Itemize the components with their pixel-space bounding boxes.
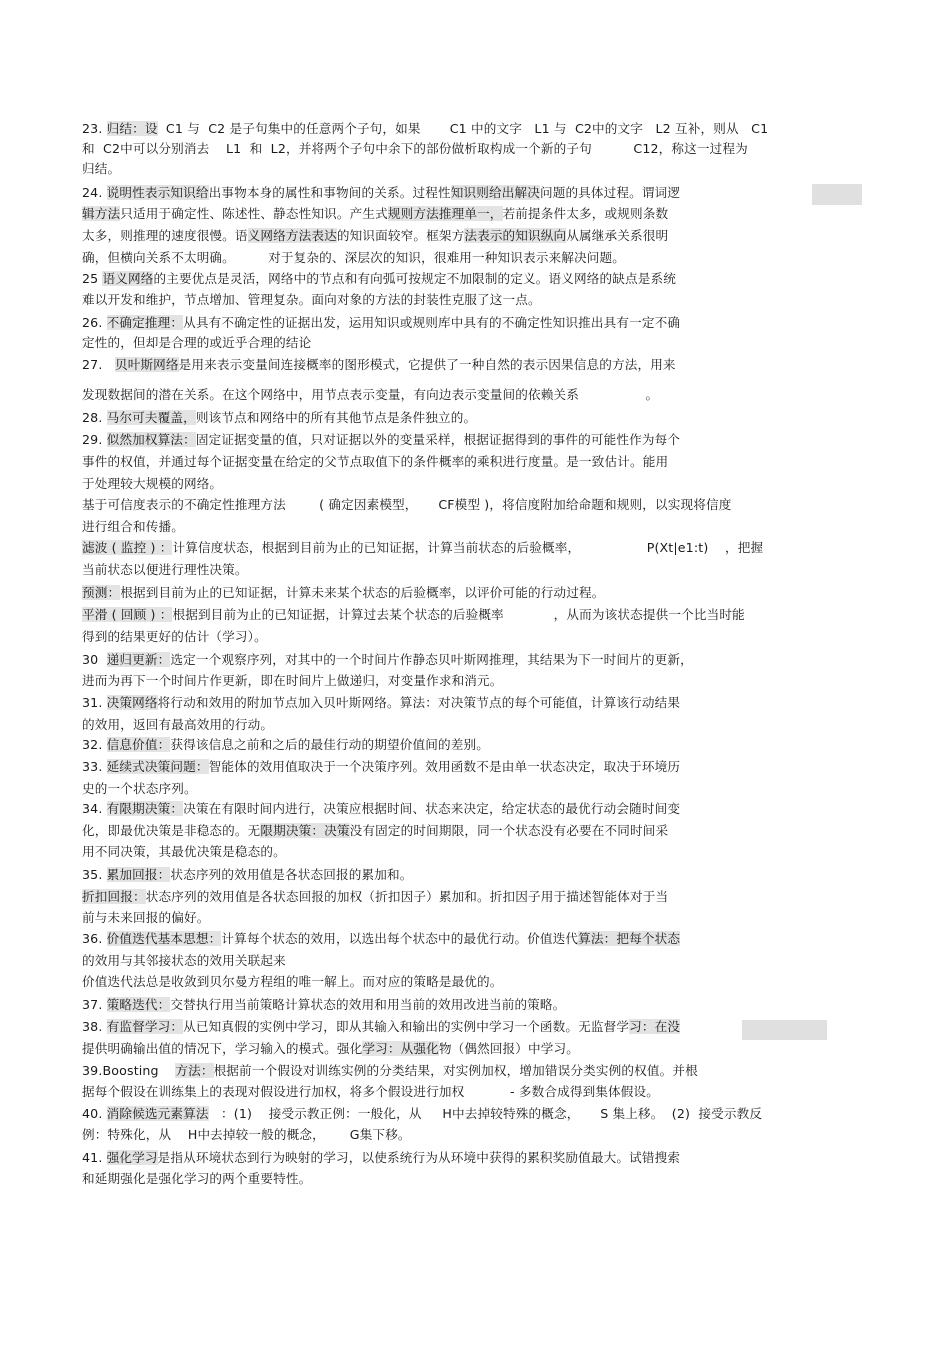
text-line <box>82 518 184 536</box>
text-line <box>82 1040 579 1058</box>
text-line <box>82 952 286 970</box>
text-run: 34. <box>82 801 107 816</box>
text-run: 根据到目前为止的已知证据，计算未来某个状态的后验概率，以评价可能的行动过程。 <box>120 585 605 600</box>
text-run: 当前状态以便进行理性决策。 <box>82 562 248 577</box>
highlighted-term: 语义网络 <box>102 271 154 286</box>
text-line <box>82 888 668 906</box>
text-line <box>82 606 745 624</box>
text-run: 确，但横向关系不太明确。 对于复杂的、深层次的知识，很难用一种知识表示来解决问题。 <box>82 250 625 265</box>
text-run: 得到的结果更好的估计（学习）。 <box>82 629 267 644</box>
text-run: 进而为再下一个时间片作更新，即在时间片上做递归，对变量作求和消元。 <box>82 673 503 688</box>
text-run: 归结。 <box>82 161 121 176</box>
text-run: 计算信度状态，根据到目前为止的已知证据，计算当前状态的后验概率， P(Xt|e1:t) ，把握 <box>172 540 764 555</box>
text-run: 用不同决策，其最优决策是稳态的。 <box>82 844 286 859</box>
text-run: 决策在有限时间内进行，决策应根据时间、状态来决定，给定状态的最优行动会随时间变 <box>183 801 681 816</box>
text-run: 计算每个状态的效用，以选出每个状态中的最优行动。价值迭代 <box>221 931 579 946</box>
text-run: 从已知真假的实例中学习，即从其输入和输出的实例中学习一个函数。无监督学 <box>183 1019 630 1034</box>
text-line <box>82 800 680 818</box>
text-run: 38. <box>82 1019 107 1034</box>
text-run: ：(1) 接受示教正例：一般化，从 H中去掉较特殊的概念， S 集上移。 (2) 接受示教反 <box>208 1106 763 1121</box>
text-run: 例：特殊化，从 H中去掉较一般的概念， G集下移。 <box>82 1127 411 1142</box>
highlighted-term: 递归更新： <box>106 652 171 667</box>
highlighted-term: 辑方法 <box>82 206 121 221</box>
highlighted-term: 习：在没 <box>629 1019 681 1034</box>
text-run: 35. <box>82 867 107 882</box>
text-run: 状态序列的效用值是各状态回报的累加和。 <box>170 867 413 882</box>
highlighted-term: 价值迭代基本思想： <box>106 931 222 946</box>
text-line <box>82 843 286 861</box>
text-run: 问题的具体过程。谓词逻 <box>539 185 681 200</box>
highlighted-term: 滤波 ( 监控 ) ： <box>82 540 173 555</box>
text-run: 的效用，返回有最高效用的行动。 <box>82 717 274 732</box>
text-run: 的效用与其邻接状态的效用关联起来 <box>82 953 286 968</box>
text-run: 没有固定的时间期限，同一个状态没有必要在不同时间采 <box>349 823 669 838</box>
highlighted-term: 方法： <box>175 1063 214 1078</box>
text-line <box>82 160 120 178</box>
text-run: 前与未来回报的偏好。 <box>82 910 210 925</box>
highlighted-term: 强化学习 <box>106 1150 158 1165</box>
text-run: 只适用于确定性、陈述性、静态性知识。产生式 <box>120 206 388 221</box>
highlighted-term: 知识则给出解决 <box>450 185 540 200</box>
text-run: 40. <box>82 1106 107 1121</box>
highlighted-term: 马尔可夫覆盖， <box>106 410 196 425</box>
highlighted-term: 累加回报： <box>106 867 171 882</box>
text-line <box>82 1126 411 1144</box>
text-run: 和 C2中可以分别消去 L1 和 L2，并将两个子句中余下的部份做析取构成一个新的子句 C12，称这一过程为 <box>82 141 748 156</box>
text-line <box>82 184 680 202</box>
text-run: 31. <box>82 695 107 710</box>
text-run: 25 <box>82 271 103 286</box>
text-run: 30 <box>82 652 107 667</box>
text-run: 39.Boosting <box>82 1063 176 1078</box>
text-line <box>82 386 658 404</box>
text-run: 难以开发和维护，节点增加、管理复杂。面向对象的方法的封装性克服了这一点。 <box>82 292 541 307</box>
highlighted-term: 预测： <box>82 585 121 600</box>
text-line <box>82 227 668 245</box>
text-run: 37. <box>82 997 107 1012</box>
text-run: 发现数据间的潜在关系。在这个网络中，用节点表示变量，有向边表示变量间的依赖关系 。 <box>82 387 659 402</box>
text-run: 据每个假设在训练集上的表现对假设进行加权，将多个假设进行加权 - 多数合成得到集体假设。 <box>82 1084 660 1099</box>
text-line <box>82 822 668 840</box>
highlighted-term: 有监督学习： <box>106 1019 184 1034</box>
text-run: 26. <box>82 315 107 330</box>
text-run: 36. <box>82 931 107 946</box>
highlighted-term: 似然加权算法： <box>106 432 196 447</box>
text-run: 提供明确输出值的情况下，学习输入的模式。强化 <box>82 1041 363 1056</box>
text-run: 选定一个观察序列，对其中的一个时间片作静态贝叶斯网推理，其结果为下一时间片的更新， <box>170 652 693 667</box>
text-line <box>82 1105 762 1123</box>
text-line <box>82 584 605 602</box>
text-line <box>82 314 680 332</box>
text-run: 33. <box>82 759 107 774</box>
highlighted-term: 算法：把每个状态 <box>578 931 681 946</box>
text-line <box>82 561 248 579</box>
text-line <box>82 1149 680 1167</box>
highlighted-term: 延续式决策问题： <box>106 759 209 774</box>
text-line <box>82 996 565 1014</box>
text-line <box>82 866 413 884</box>
text-run: 的知识面较窄。框架方 <box>336 228 465 243</box>
text-line <box>82 694 680 712</box>
text-line <box>82 205 668 223</box>
text-run: 事件的权值，并通过每个证据变量在给定的父节点取值下的条件概率的乘积进行度量。是一致估计。能用 <box>82 454 669 469</box>
text-run: 根据到目前为止的已知证据，计算过去某个状态的后验概率 ，从而为该状态提供一个比当时能 <box>172 607 745 622</box>
text-run: 化，即最优决策是非稳态的。无 <box>82 823 261 838</box>
text-line <box>82 249 625 267</box>
text-line <box>82 736 489 754</box>
text-line <box>82 270 676 288</box>
text-run: 智能体的效用值取决于一个决策序列。效用函数不是由单一状态决定，取决于环境历 <box>208 759 681 774</box>
text-run: 出事物本身的属性和事物间的关系。过程性 <box>208 185 451 200</box>
highlighted-term: 说明性表示知识给 <box>106 185 209 200</box>
text-line <box>82 672 503 690</box>
text-run: 是指从环境状态到行为映射的学习，以使系统行为从环境中获得的累积奖励值最大。试错搜索 <box>157 1150 681 1165</box>
text-line <box>82 475 222 493</box>
text-line <box>82 453 668 471</box>
text-run: 23. <box>82 121 107 136</box>
text-line <box>82 334 311 352</box>
highlighted-term: 消除候选元素算法 <box>106 1106 209 1121</box>
text-line <box>82 651 693 669</box>
text-run: 获得该信息之前和之后的最佳行动的期望价值间的差别。 <box>170 737 489 752</box>
text-run: 状态序列的效用值是各状态回报的加权（折扣因子）累加和。折扣因子用于描述智能体对于当 <box>145 889 669 904</box>
text-line <box>82 758 680 776</box>
text-run: 定性的，但却是合理的或近乎合理的结论 <box>82 335 312 350</box>
highlighted-term: 折扣回报： <box>82 889 146 904</box>
text-line <box>82 496 732 514</box>
highlighted-term: 学习：从强化 <box>362 1041 439 1056</box>
text-run: 根据前一个假设对训练实例的分类结果，对实例加权，增加错误分类实例的权值。并根 <box>213 1063 698 1078</box>
text-run: 则该节点和网络中的所有其他节点是条件独立的。 <box>195 410 477 425</box>
text-run: 进行组合和传播。 <box>82 519 184 534</box>
highlighted-term: 信息价值： <box>106 737 171 752</box>
text-line <box>82 1062 698 1080</box>
text-line <box>82 120 768 138</box>
text-run: 和延期强化是强化学习的两个重要特性。 <box>82 1171 312 1186</box>
text-run: 29. <box>82 432 107 447</box>
text-line <box>82 140 748 158</box>
text-run: 物（偶然回报）中学习。 <box>438 1041 580 1056</box>
text-run: 28. <box>82 410 107 425</box>
text-run: 价值迭代法总是收敛到贝尔曼方程组的唯一解上。而对应的策略是最优的。 <box>82 974 503 989</box>
highlighted-term: 策略迭代： <box>106 997 171 1012</box>
text-run: 于处理较大规模的网络。 <box>82 476 223 491</box>
text-run: 太多，则推理的速度很慢。语 <box>82 228 248 243</box>
text-run: 史的一个状态序列。 <box>82 781 197 796</box>
text-line <box>82 1018 680 1036</box>
text-run: 41. <box>82 1150 107 1165</box>
text-line <box>82 1083 659 1101</box>
text-run: 将行动和效用的附加节点加入贝叶斯网络。算法：对决策节点的每个可能值，计算该行动结果 <box>157 695 681 710</box>
text-run: 的主要优点是灵活，网络中的节点和有向弧可按规定不加限制的定义。语义网络的缺点是系统 <box>153 271 676 286</box>
highlighted-term: 限期决策：决策 <box>260 823 350 838</box>
highlight-box-2 <box>742 1020 827 1040</box>
highlighted-term: 归结：设 <box>106 121 158 136</box>
highlighted-term: 有限期决策： <box>106 801 184 816</box>
text-line <box>82 973 503 991</box>
text-run: 固定证据变量的值，只对证据以外的变量采样，根据证据得到的事件的可能性作为每个 <box>195 432 681 447</box>
text-run: 24. <box>82 185 107 200</box>
highlighted-term: 法表示的知识纵向 <box>464 228 567 243</box>
highlighted-term: 平滑 ( 回顾 ) ： <box>82 607 173 622</box>
highlighted-term: 贝叶斯网络 <box>114 357 179 372</box>
text-line <box>82 716 273 734</box>
text-line <box>82 431 680 449</box>
text-run: 交替执行用当前策略计算状态的效用和用当前的效用改进当前的策略。 <box>170 997 566 1012</box>
text-run: 基于可信度表示的不确定性推理方法 ( 确定因素模型， CF模型 )，将信度附加给命题和规则，以实现将信度 <box>82 497 732 512</box>
text-run: 若前提条件太多，或规则条数 <box>502 206 669 221</box>
text-line <box>82 409 476 427</box>
text-run: 27. <box>82 357 115 372</box>
text-run: 是用来表示变量间连接概率的图形模式，它提供了一种自然的表示因果信息的方法，用来 <box>178 357 676 372</box>
text-line <box>82 930 680 948</box>
text-run: 从具有不确定性的证据出发，运用知识或规则库中具有的不确定性知识推出具有一定不确 <box>183 315 681 330</box>
text-line <box>82 1170 311 1188</box>
highlighted-term: 决策网络 <box>106 695 158 710</box>
text-run: 从属继承关系很明 <box>566 228 669 243</box>
text-line <box>82 628 267 646</box>
text-line <box>82 539 763 557</box>
text-line <box>82 780 197 798</box>
text-line <box>82 356 676 374</box>
highlighted-term: 不确定推理： <box>106 315 184 330</box>
highlighted-term: 义网络方法表达 <box>247 228 337 243</box>
text-line <box>82 291 541 309</box>
highlight-box-1 <box>812 184 862 205</box>
text-run: C1 与 C2 是子句集中的任意两个子句，如果 C1 中的文字 L1 与 C2中的文字 L2 互补，则从 C1 <box>157 121 769 136</box>
text-run: 32. <box>82 737 107 752</box>
highlighted-term: 规则方法推理单一， <box>387 206 503 221</box>
text-line <box>82 909 209 927</box>
